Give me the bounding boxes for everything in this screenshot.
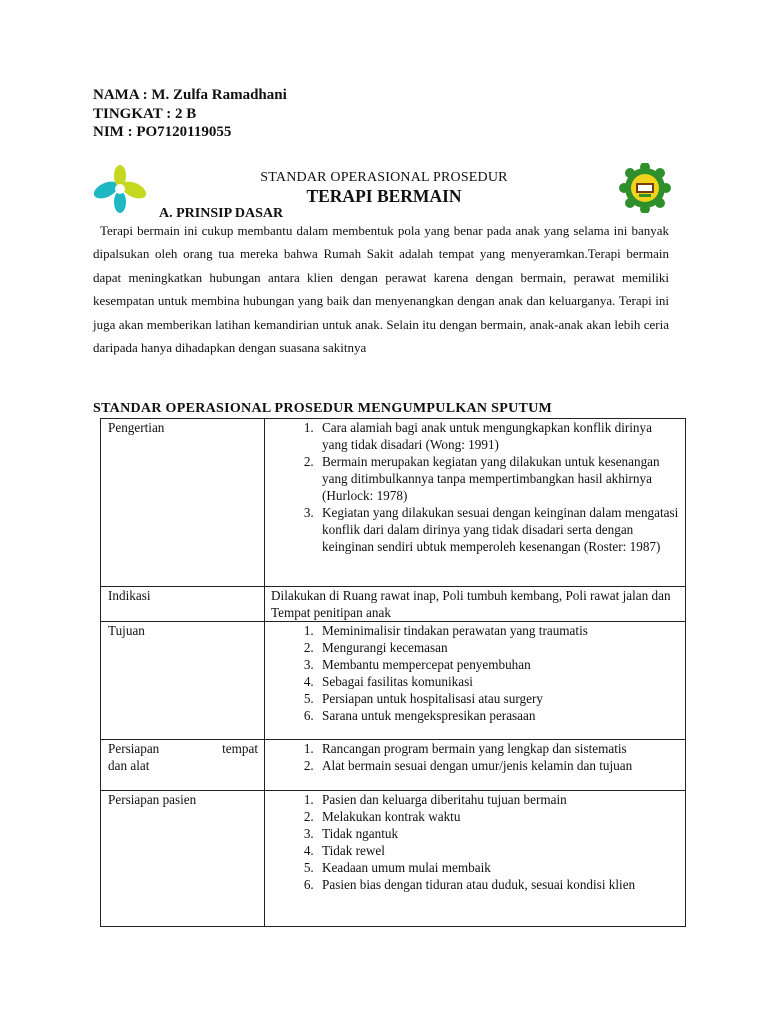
pengertian-list [271,419,679,555]
list-item: 3. Tidak ngantuk [317,825,679,842]
list-item: 3. Kegiatan yang dilakukan sesuai dengan keinginan dalam mengatasi konflik dari dalam dirinya yang tidak disadari serta dengan keinginan sendiri ubtuk memperoleh kesenangan (Roster: 1987) [317,504,679,555]
row-content [265,622,686,740]
list-item: 6. Pasien bias dengan tiduran atau duduk, sesuai kondisi klien [317,876,679,893]
list-item: 6. Sarana untuk mengekspresikan perasaan [317,707,679,724]
student-nim: NIM : PO7120119055 [93,124,232,140]
table-row-persiapan-tempat [101,740,686,791]
row-content [265,740,686,791]
row-content [265,791,686,927]
list-item: 5. Keadaan umum mulai membaik [317,859,679,876]
table-row-pengertian [101,419,686,587]
table-row-indikasi [101,587,686,622]
list-item: 2. Bermain merupakan kegiatan yang dilakukan untuk kesenangan yang ditimbulkannya tanpa mempertimbangkan hasil akhirnya (Hurlock: 1978) [317,453,679,504]
label-line [108,740,258,757]
tujuan-list [271,622,679,724]
document-title: STANDAR OPERASIONAL PROSEDUR [260,170,508,185]
row-label: Indikasi [101,587,265,622]
row-label: Tujuan [101,622,265,740]
persiapan-pasien-list [271,791,679,893]
document-subtitle: TERAPI BERMAIN [306,186,462,206]
list-item: 2. Alat bermain sesuai dengan umur/jenis kelamin dan tujuan [317,757,679,774]
list-item: 5. Persiapan untuk hospitalisasi atau surgery [317,690,679,707]
intro-paragraph: Terapi bermain ini cukup membantu dalam membentuk pola yang benar pada anak yang selama ini banyak dipalsukan oleh orang tua mereka bahwa Rumah Sakit adalah tempat yang menyeramkan.Terapi bermain dapat meningkatkan hubungan antara klien dengan perawat karena dengan bermain, perawat memiliki kesempatan untuk membina hubungan yang baik dan menyenangkan dengan anak dan keluarganya. Terapi ini juga akan memberikan latihan kemandirian untuk anak. Selain itu dengan bermain, anak-anak akan lebih ceria daripada hanya dihadapkan dengan suasana sakitnya [93,223,669,356]
list-item: 2. Melakukan kontrak waktu [317,808,679,825]
student-name: NAMA : M. Zulfa Ramadhani [93,87,287,103]
table-row-persiapan-pasien [101,791,686,927]
student-level: TINGKAT : 2 B [93,105,197,122]
sop-table [100,418,686,927]
label-line: dan alat [108,758,150,773]
row-label: Persiapan pasien [101,791,265,927]
list-item: 1. Cara alamiah bagi anak untuk mengungkapkan konflik dirinya yang tidak disadari (Wong: 1991) [317,419,679,453]
list-item: 4. Tidak rewel [317,842,679,859]
label-word: Persiapan [108,741,160,756]
list-item: 2. Mengurangi kecemasan [317,639,679,656]
row-content: Dilakukan di Ruang rawat inap, Poli tumbuh kembang, Poli rawat jalan dan Tempat penitipan anak [265,587,686,622]
section-heading: A. PRINSIP DASAR [159,206,284,221]
persiapan-tempat-list [271,740,679,774]
list-item: 1. Rancangan program bermain yang lengkap dan sistematis [317,740,679,757]
table-row-tujuan [101,622,686,740]
list-item: 4. Sebagai fasilitas komunikasi [317,673,679,690]
row-content [265,419,686,587]
list-item: 1. Pasien dan keluarga diberitahu tujuan bermain [317,791,679,808]
row-label: Pengertian [101,419,265,587]
table-title: STANDAR OPERASIONAL PROSEDUR MENGUMPULKAN SPUTUM [93,401,553,416]
label-word: tempat [222,741,258,756]
row-label [101,740,265,791]
student-info [93,86,287,142]
list-item: 3. Membantu mempercepat penyembuhan [317,656,679,673]
list-item: 1. Meminimalisir tindakan perawatan yang traumatis [317,622,679,639]
